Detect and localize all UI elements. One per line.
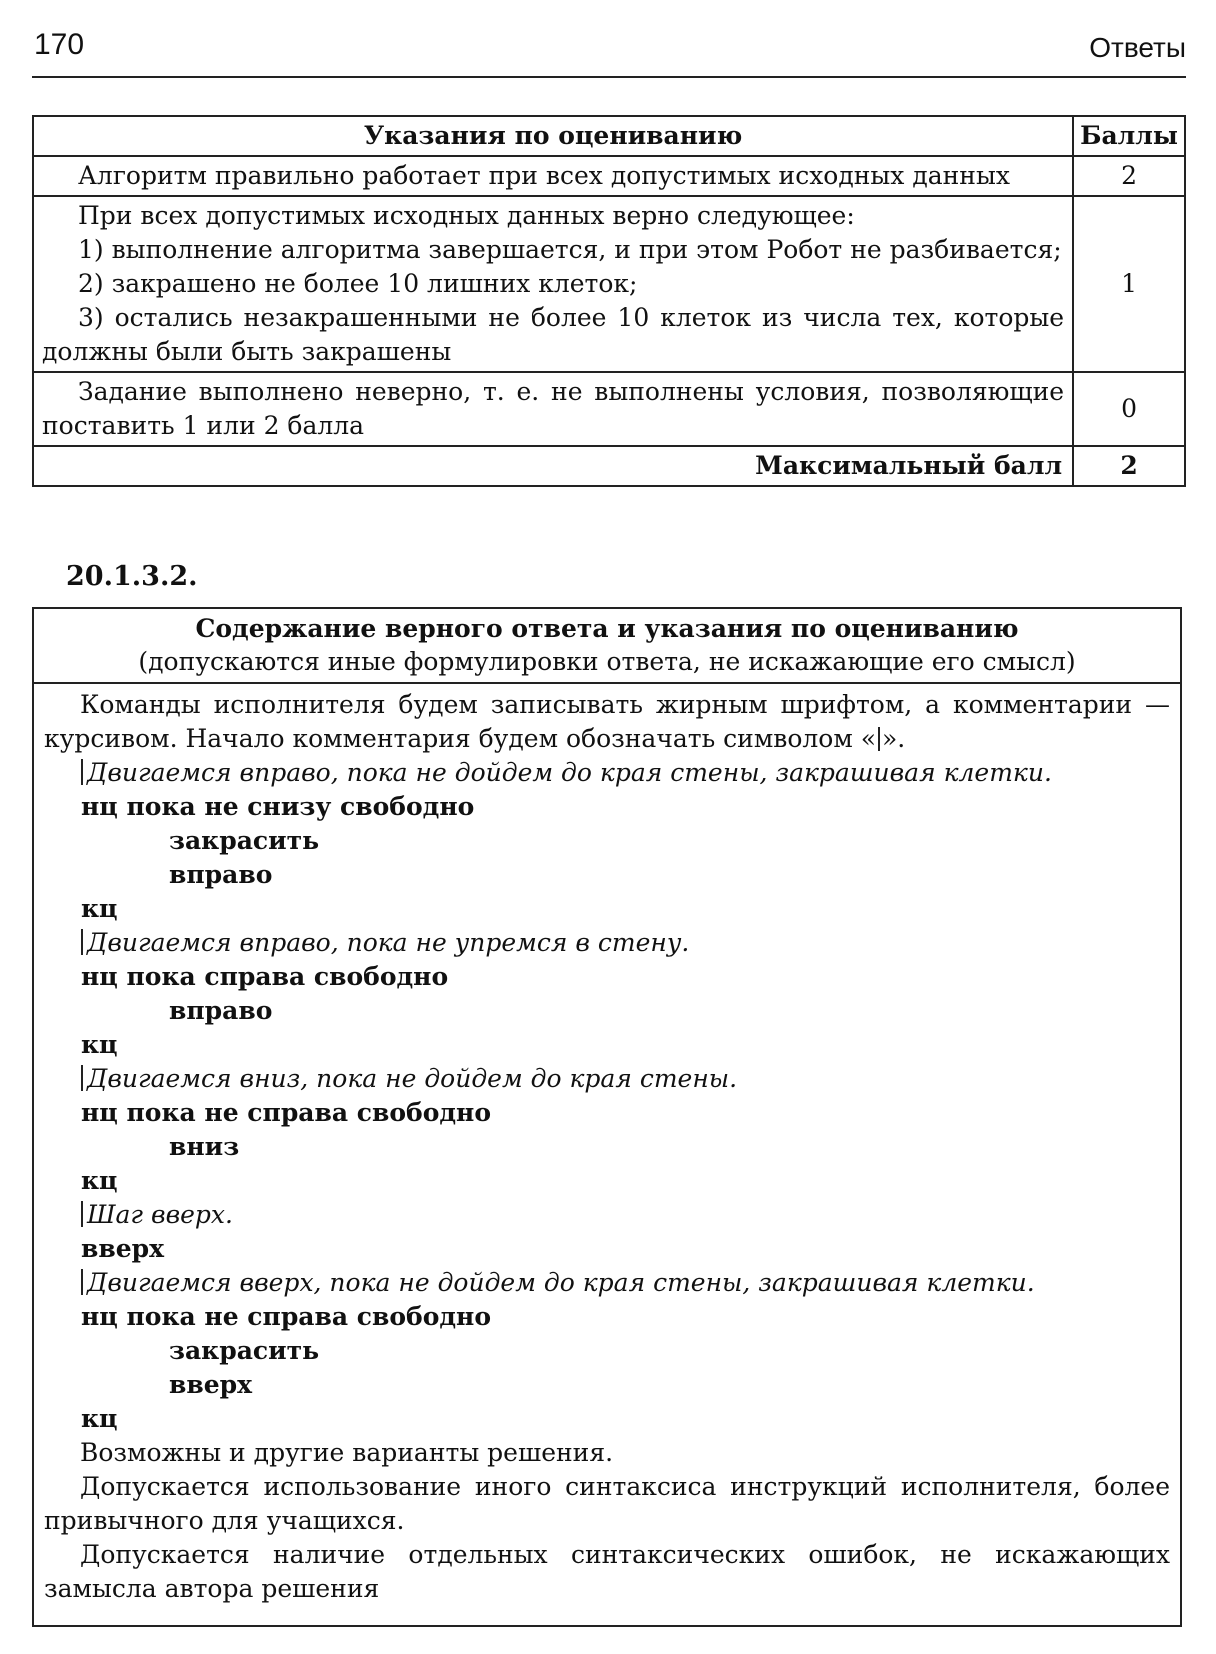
code-command-line xyxy=(44,960,1170,994)
criteria-text: Задание выполнено неверно, т. е. не выполнены условия, позволяющие поставить 1 или 2 балла xyxy=(42,377,1065,440)
code-command-line xyxy=(44,1028,1170,1062)
note-paragraph: Допускается использование иного синтаксиса инструкций исполнителя, более привычного для учащихся. xyxy=(44,1472,1170,1535)
comment-text: Двигаемся вверх, пока не дойдем до края стены, закрашивая клетки. xyxy=(87,1268,1035,1297)
command-text: вниз xyxy=(169,1132,240,1161)
command-text: вверх xyxy=(169,1370,253,1399)
intro-text: Команды исполнителя будем записывать жирным шрифтом, а комментарии — курсивом. Начало комментария будем обозначать символом « xyxy=(44,690,1170,753)
points-cell: 2 xyxy=(1073,156,1185,196)
criteria-cell xyxy=(33,372,1073,446)
criteria-text: Алгоритм правильно работает при всех допустимых исходных данных xyxy=(78,161,1010,190)
code-comment-line xyxy=(44,1266,1170,1300)
code-command-line xyxy=(44,1368,1170,1402)
command-text: нц пока не справа свободно xyxy=(81,1098,492,1127)
note-paragraph: Возможны и другие варианты решения. xyxy=(80,1438,614,1467)
command-text: вправо xyxy=(169,860,273,889)
grading-header-row xyxy=(33,116,1185,156)
command-text: кц xyxy=(81,1404,118,1433)
note-paragraph: Допускается наличие отдельных синтаксических ошибок, не искажающих замысла автора решения xyxy=(44,1540,1170,1603)
comment-bar xyxy=(81,1201,83,1227)
code-command-line xyxy=(44,1164,1170,1198)
criteria-text: 3) остались незакрашенными не более 10 клеток из числа тех, которые должны были быть закрашены xyxy=(42,303,1065,366)
code-comment-line xyxy=(44,1062,1170,1096)
command-text: кц xyxy=(81,1030,118,1059)
comment-bar xyxy=(81,929,83,955)
code-command-line xyxy=(44,1096,1170,1130)
points-cell: 0 xyxy=(1073,372,1185,446)
criteria-column-header: Указания по оцениванию xyxy=(33,116,1073,156)
command-text: нц пока не справа свободно xyxy=(81,1302,492,1331)
comment-bar xyxy=(81,759,83,785)
points-column-header: Баллы xyxy=(1073,116,1185,156)
command-text: закрасить xyxy=(169,1336,320,1365)
answer-box-title: Содержание верного ответа и указания по оцениванию xyxy=(195,614,1019,643)
answer-box-header xyxy=(34,609,1180,684)
code-command-line xyxy=(44,1130,1170,1164)
command-text: кц xyxy=(81,894,118,923)
command-text: вверх xyxy=(81,1234,165,1263)
task-number: 20.1.3.2. xyxy=(66,561,198,592)
code-command-line xyxy=(44,1402,1170,1436)
answer-box-body xyxy=(34,684,1180,1606)
code-comment-line xyxy=(44,926,1170,960)
criteria-text: 2) закрашено не более 10 лишних клеток; xyxy=(78,269,638,298)
criteria-text: При всех допустимых исходных данных верно следующее: xyxy=(78,201,855,230)
code-command-line xyxy=(44,1232,1170,1266)
code-command-line xyxy=(44,790,1170,824)
header-rule xyxy=(32,76,1186,78)
code-command-line xyxy=(44,824,1170,858)
code-comment-line xyxy=(44,1198,1170,1232)
page-number: 170 xyxy=(34,28,85,61)
intro-end: ». xyxy=(882,724,906,753)
code-command-line xyxy=(44,892,1170,926)
comment-bar-symbol xyxy=(878,727,880,751)
grading-row xyxy=(33,196,1185,372)
criteria-text: 1) выполнение алгоритма завершается, и при этом Робот не разбивается; xyxy=(78,235,1062,264)
max-score-row xyxy=(33,446,1185,486)
points-cell: 1 xyxy=(1073,196,1185,372)
code-command-line xyxy=(44,994,1170,1028)
grading-row xyxy=(33,372,1185,446)
criteria-cell xyxy=(33,196,1073,372)
command-text: закрасить xyxy=(169,826,320,855)
comment-bar xyxy=(81,1269,83,1295)
comment-text: Шаг вверх. xyxy=(87,1200,233,1229)
code-command-line xyxy=(44,1300,1170,1334)
code-listing xyxy=(44,756,1170,1436)
code-command-line xyxy=(44,1334,1170,1368)
comment-text: Двигаемся вправо, пока не дойдем до края стены, закрашивая клетки. xyxy=(87,758,1052,787)
intro-paragraph xyxy=(44,688,1170,756)
max-score-label: Максимальный балл xyxy=(33,446,1073,486)
command-text: нц пока не снизу свободно xyxy=(81,792,475,821)
notes xyxy=(44,1436,1170,1606)
code-comment-line xyxy=(44,756,1170,790)
criteria-cell xyxy=(33,156,1073,196)
grading-row xyxy=(33,156,1185,196)
comment-text: Двигаемся вниз, пока не дойдем до края стены. xyxy=(87,1064,738,1093)
command-text: вправо xyxy=(169,996,273,1025)
answer-box-subtitle: (допускаются иные формулировки ответа, не искажающие его смысл) xyxy=(138,647,1076,676)
max-score-value: 2 xyxy=(1073,446,1185,486)
command-text: кц xyxy=(81,1166,118,1195)
comment-bar xyxy=(81,1065,83,1091)
comment-text: Двигаемся вправо, пока не упремся в стену. xyxy=(87,928,690,957)
command-text: нц пока справа свободно xyxy=(81,962,449,991)
running-head: Ответы xyxy=(1089,32,1186,63)
code-command-line xyxy=(44,858,1170,892)
answer-box xyxy=(32,607,1182,1627)
grading-table xyxy=(32,115,1186,487)
